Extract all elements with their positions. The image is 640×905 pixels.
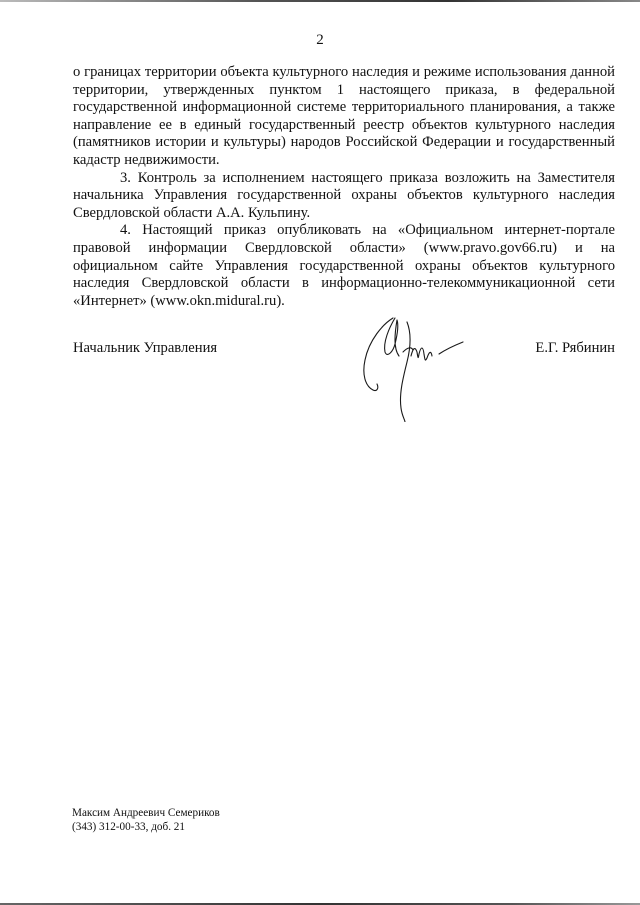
signatory-name: Е.Г. Рябинин bbox=[535, 340, 615, 356]
handwritten-signature-icon bbox=[355, 312, 475, 422]
paragraph-item-4: 4. Настоящий приказ опубликовать на «Официальном интернет-портале правовой информации Свердловской области» (www.pravo.gov66.ru) и на официальном сайте Управления государственной охраны объектов культурного наследия Свердловской области в информационно-телекоммуникационной сети «Интернет» (www.okn.midural.ru). bbox=[73, 222, 615, 309]
executor-info bbox=[72, 806, 220, 834]
page-number: 2 bbox=[316, 32, 324, 48]
paragraph-item-3: 3. Контроль за исполнением настоящего приказа возложить на Заместителя начальника Управления государственной охраны объектов культурного наследия Свердловской области А.А. Кульпину. bbox=[73, 169, 615, 221]
scan-edge-top bbox=[0, 0, 640, 2]
executor-name: Максим Андреевич Семериков bbox=[72, 807, 220, 819]
paragraph-continuation: о границах территории объекта культурного наследия и режиме использования данной территории, утвержденных пунктом 1 настоящего приказа, в федеральной государственной информационной системе территориального планирования, а также направление ее в единый государственный реестр объектов культурного наследия (памятников истории и культуры) народов Российской Федерации и государственный кадастр недвижимости. bbox=[73, 64, 615, 168]
document-body bbox=[73, 64, 615, 310]
executor-phone: (343) 312-00-33, доб. 21 bbox=[72, 821, 185, 833]
signatory-position: Начальник Управления bbox=[73, 340, 218, 356]
